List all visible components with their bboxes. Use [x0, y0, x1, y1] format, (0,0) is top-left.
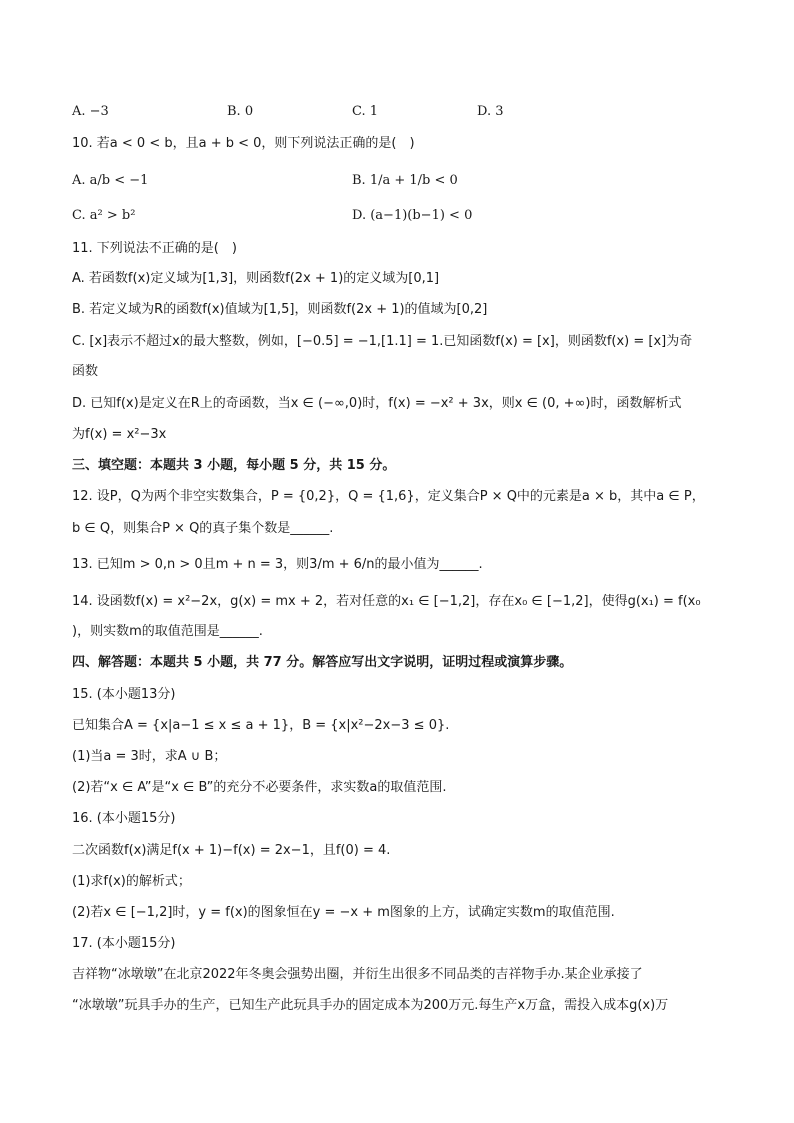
- q10-stem: 10. 若a < 0 < b，且a + b < 0，则下列说法正确的是( ): [72, 136, 415, 151]
- q10-option-a: A. a/b < −1: [72, 173, 149, 188]
- q10-option-b: B. 1/a + 1/b < 0: [352, 173, 458, 188]
- q11-option-a: A. 若函数f(x)定义域为[1,3]，则函数f(2x + 1)的定义域为[0,1]: [72, 271, 440, 286]
- q11-option-d-line1: D. 已知f(x)是定义在R上的奇函数，当x ∈ (−∞,0)时，f(x) = −x² + 3x，则x ∈ (0, +∞)时，函数解析式: [72, 396, 682, 411]
- q16-part1: (1)求f(x)的解析式；: [72, 874, 191, 889]
- q15-part2: (2)若“x ∈ A”是“x ∈ B”的充分不必要条件，求实数a的取值范围.: [72, 780, 447, 795]
- q9-option-d: D. 3: [477, 104, 504, 119]
- q16-part2: (2)若x ∈ [−1,2]时，y = f(x)的图象恒在y = −x + m图象的上方，试确定实数m的取值范围.: [72, 905, 615, 920]
- q14-line2: )，则实数m的取值范围是______.: [72, 624, 263, 639]
- q16-stem: 二次函数f(x)满足f(x + 1)−f(x) = 2x−1，且f(0) = 4.: [72, 843, 391, 858]
- q13: 13. 已知m > 0,n > 0且m + n = 3，则3/m + 6/n的最小值为______.: [72, 557, 483, 572]
- q12-line1: 12. 设P，Q为两个非空实数集合，P = {0,2}，Q = {1,6}，定义集合P × Q中的元素是a × b，其中a ∈ P，: [72, 489, 705, 504]
- q17-heading: 17. (本小题15分): [72, 936, 176, 951]
- q15-stem: 已知集合A = {x|a−1 ≤ x ≤ a + 1}，B = {x|x²−2x−3 ≤ 0}.: [72, 718, 450, 733]
- q15-heading: 15. (本小题13分): [72, 687, 176, 702]
- q11-stem: 11. 下列说法不正确的是( ): [72, 241, 237, 256]
- q17-line1: 吉祥物“冰墩墩”在北京2022年冬奥会强势出圈，并衍生出很多不同品类的吉祥物手办.某企业承接了: [72, 967, 643, 982]
- q10-option-c: C. a² > b²: [72, 208, 136, 223]
- q9-option-b: B. 0: [227, 104, 254, 119]
- q9-option-c: C. 1: [352, 104, 379, 119]
- q10-option-d: D. (a−1)(b−1) < 0: [352, 208, 473, 223]
- q14-line1: 14. 设函数f(x) = x²−2x，g(x) = mx + 2，若对任意的x₁ ∈ [−1,2]，存在x₀ ∈ [−1,2]，使得g(x₁) = f(x₀: [72, 594, 701, 609]
- q16-heading: 16. (本小题15分): [72, 811, 176, 826]
- q11-option-c-line1: C. [x]表示不超过x的最大整数，例如，[−0.5] = −1,[1.1] = 1.已知函数f(x) = [x]，则函数f(x) = [x]为奇: [72, 334, 693, 349]
- section-solution-heading: 四、解答题：本题共 5 小题，共 77 分。解答应写出文字说明，证明过程或演算步骤。: [72, 655, 573, 670]
- q11-option-d-line2: 为f(x) = x²−3x: [72, 427, 167, 442]
- q12-line2: b ∈ Q，则集合P × Q的真子集个数是______.: [72, 521, 334, 536]
- q11-option-b: B. 若定义域为R的函数f(x)值域为[1,5]，则函数f(2x + 1)的值域为[0,2]: [72, 302, 488, 317]
- q15-part1: (1)当a = 3时，求A ∪ B；: [72, 749, 227, 764]
- q17-line2: “冰墩墩”玩具手办的生产，已知生产此玩具手办的固定成本为200万元.每生产x万盒，需投入成本g(x)万: [72, 998, 669, 1013]
- section-fill-in-heading: 三、填空题：本题共 3 小题，每小题 5 分，共 15 分。: [72, 458, 396, 473]
- q11-option-c-line2: 函数: [72, 364, 99, 379]
- q9-option-a: A. −3: [72, 104, 109, 119]
